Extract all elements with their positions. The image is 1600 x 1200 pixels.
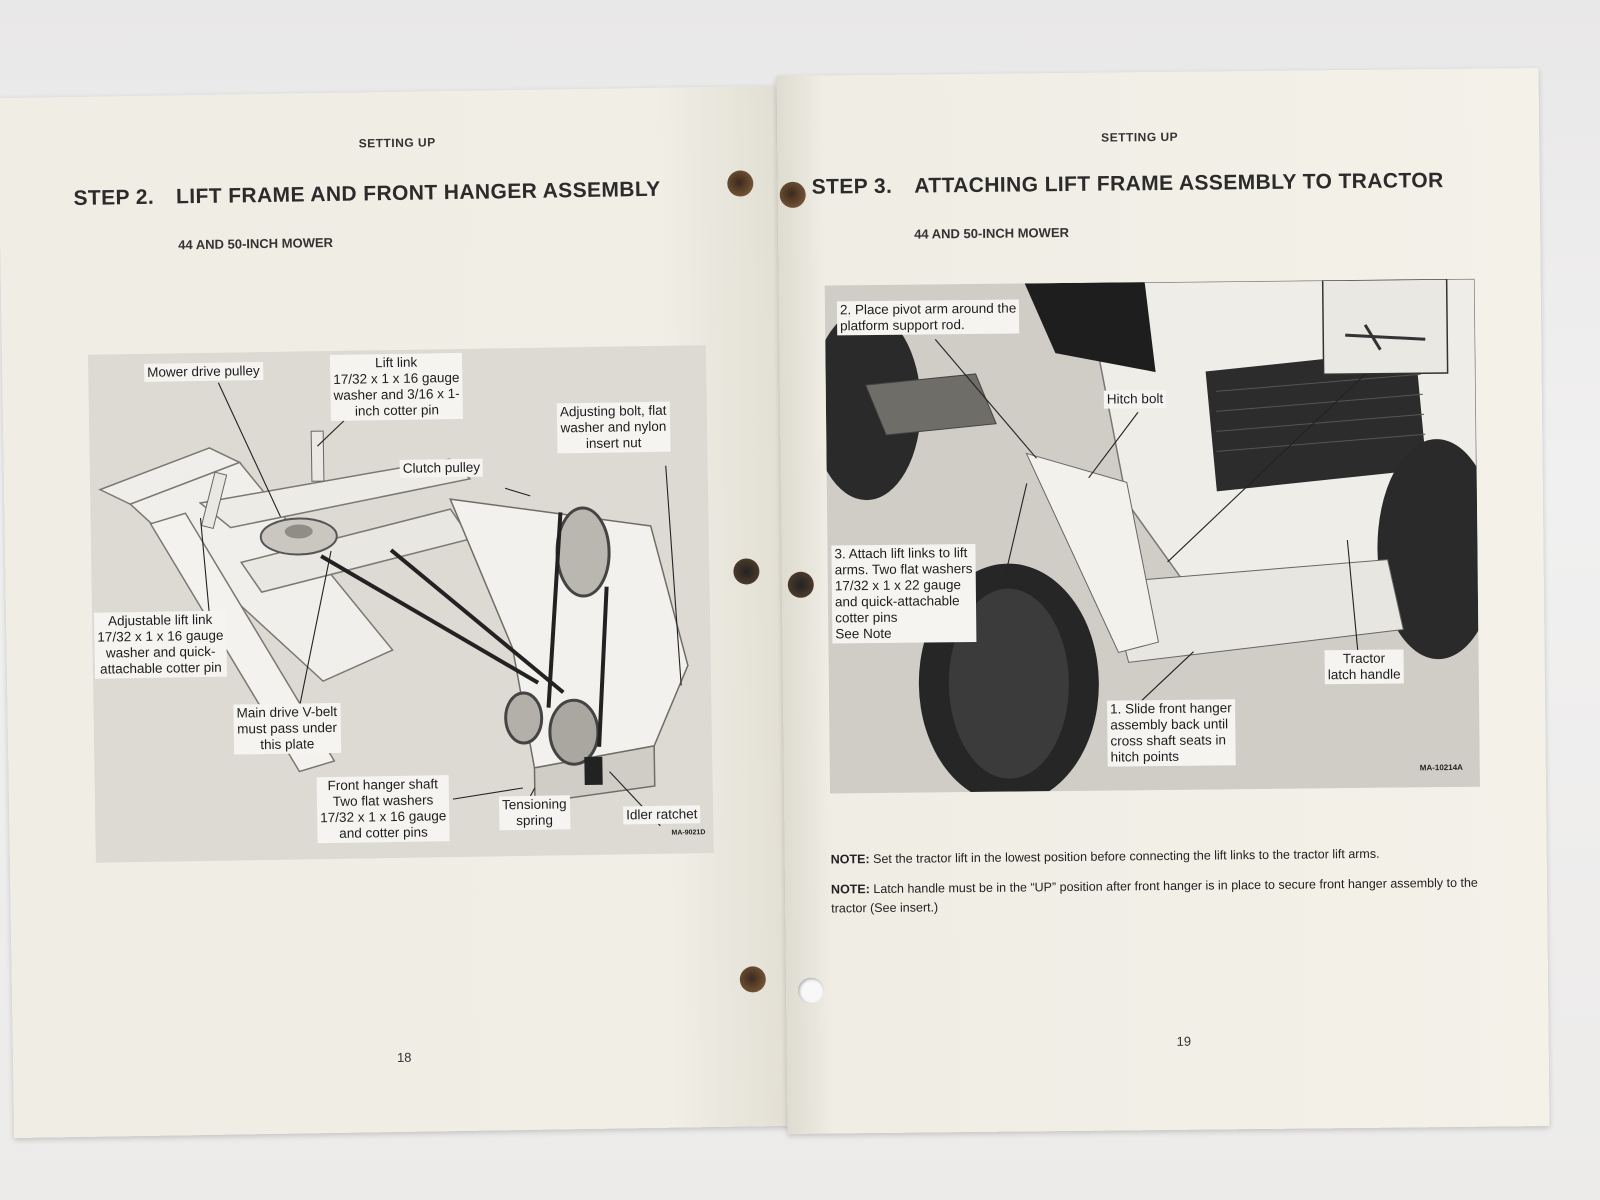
right-page (776, 68, 1549, 1134)
running-head: SETTING UP (1101, 129, 1179, 145)
figure-code: MA-9021D (671, 829, 706, 837)
note-label: NOTE: (830, 882, 870, 897)
label-front-hanger-shaft: Front hanger shaft Two flat washers 17/32 x 1 x 16 gauge and cotter pins (317, 775, 450, 843)
label-attach-lift-links: 3. Attach lift links to lift arms. Two flat washers 17/32 x 1 x 22 gauge and quick-attachable cotter pins See Note (831, 544, 976, 644)
label-hitch-bolt: Hitch bolt (1104, 390, 1166, 409)
label-slide-front-hanger: 1. Slide front hanger assembly back until cross shaft seats in hitch points (1107, 699, 1235, 766)
step-title (73, 178, 660, 211)
binder-hole (740, 966, 766, 992)
note-text: Latch handle must be in the “UP” position after front hanger is in place to secure front hanger assembly to the tractor (See insert.) (831, 875, 1478, 916)
label-idler-ratchet: Idler ratchet (623, 805, 701, 824)
label-place-pivot-arm: 2. Place pivot arm around the platform support rod. (837, 299, 1020, 335)
mower-frame-illustration (88, 345, 714, 863)
note-text: Set the tractor lift in the lowest position before connecting the lift links to the tractor lift arms. (872, 846, 1380, 867)
label-tractor-latch-handle: Tractor latch handle (1325, 649, 1404, 684)
label-clutch-pulley: Clutch pulley (400, 459, 484, 478)
step-number: STEP 3. (811, 174, 893, 199)
binder-hole (733, 558, 759, 584)
page-number: 18 (396, 1049, 412, 1066)
label-adjustable-lift-link: Adjustable lift link 17/32 x 1 x 16 gauge washer and quick- attachable cotter pin (94, 611, 227, 679)
running-head: SETTING UP (358, 135, 436, 151)
left-page (0, 86, 792, 1138)
note-label: NOTE: (830, 852, 870, 867)
binder-hole (788, 572, 814, 598)
note-lift-position (831, 843, 1511, 869)
label-adjusting-bolt: Adjusting bolt, flat washer and nylon insert nut (557, 402, 670, 454)
page-number: 19 (1176, 1033, 1192, 1049)
note-latch-handle (831, 873, 1511, 918)
label-lift-link: Lift link 17/32 x 1 x 16 gauge washer and 3/16 x 1- inch cotter pin (330, 353, 463, 421)
step-title (812, 169, 1444, 200)
step-number: STEP 2. (73, 185, 155, 210)
subtitle: 44 AND 50-INCH MOWER (178, 234, 334, 253)
figure-code: MA-10214A (1419, 762, 1463, 773)
label-mower-drive-pulley: Mower drive pulley (144, 362, 263, 382)
label-main-drive-vbelt: Main drive V-belt must pass under this plate (233, 703, 340, 755)
binder-hole (780, 182, 806, 208)
binder-hole (798, 978, 824, 1004)
step-title-text: LIFT FRAME AND FRONT HANGER ASSEMBLY (175, 177, 661, 209)
tractor-hitch-photo (825, 279, 1480, 794)
step-title-text: ATTACHING LIFT FRAME ASSEMBLY TO TRACTOR (914, 169, 1444, 198)
binder-hole (727, 170, 753, 196)
subtitle: 44 AND 50-INCH MOWER (914, 224, 1070, 242)
label-tensioning-spring: Tensioning spring (499, 795, 570, 830)
